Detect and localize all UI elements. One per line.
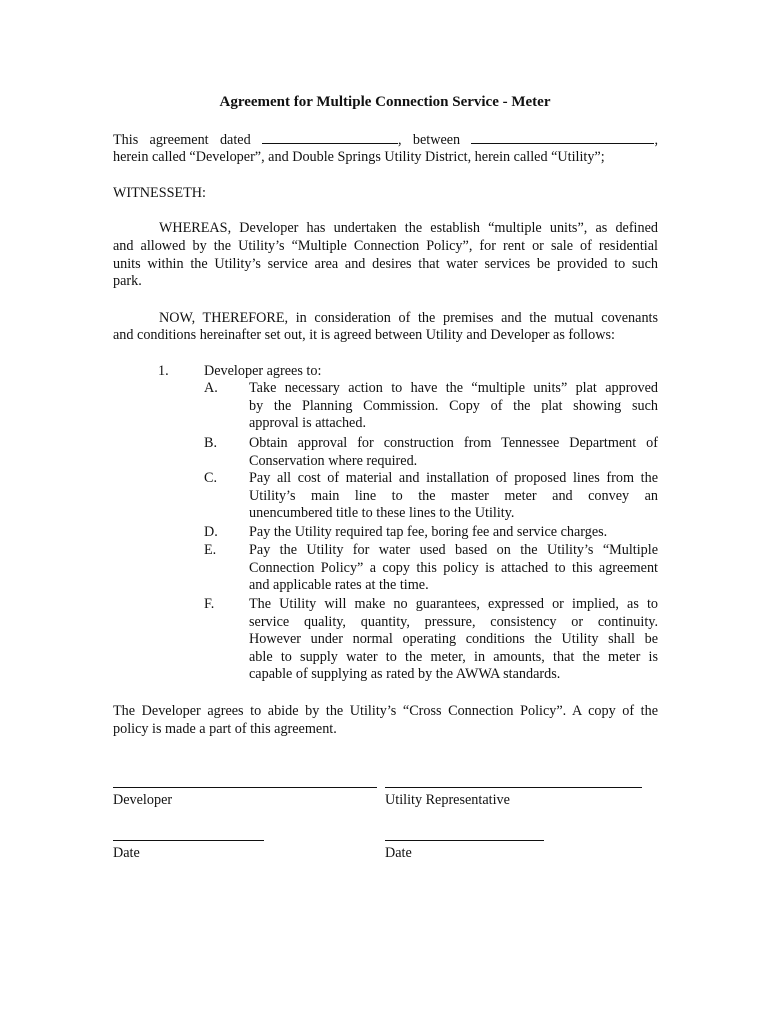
utility-representative-label: Utility Representative [385, 792, 510, 808]
subitem-line: Obtain approval for construction from Tennessee Department of [249, 435, 658, 451]
subitem-line: approval is attached. [249, 415, 366, 431]
intro-comma: , [654, 132, 659, 148]
closing-line-1: The Developer agrees to abide by the Utility’s “Cross Connection Policy”. A copy of the [113, 703, 658, 719]
whereas-line-3: units within the Utility’s service area and desires that water services be provided to such [113, 256, 658, 272]
utility-signature-line[interactable] [385, 787, 642, 788]
subitem-line: The Utility will make no guarantees, expressed or implied, as to [249, 596, 658, 612]
subitem-line: Connection Policy” a copy this policy is attached to this agreement [249, 559, 658, 576]
intro-between-text: , between [398, 132, 461, 148]
whereas-line-1: WHEREAS, Developer has undertaken the establish “multiple units”, as defined [159, 220, 658, 236]
now-therefore-line-1: NOW, THEREFORE, in consideration of the premises and the mutual covenants [159, 310, 658, 326]
developer-date-line[interactable] [113, 840, 264, 841]
closing-line-2: policy is made a part of this agreement. [113, 721, 337, 737]
subitem-letter: E. [204, 542, 217, 558]
developer-signature-line[interactable] [113, 787, 377, 788]
party-blank[interactable] [471, 131, 654, 144]
subitem-line: Utility’s main line to the master meter and convey an [249, 487, 658, 504]
subitem-text [249, 435, 658, 470]
subitem-letter: C. [204, 470, 218, 486]
developer-date-label: Date [113, 845, 140, 861]
subitem-text [249, 380, 658, 433]
witnesseth-heading: WITNESSETH: [113, 185, 206, 201]
intro-dated-text: This agreement dated [113, 132, 251, 148]
subitem-line: capable of supplying as rated by the AWWA standards. [249, 666, 561, 682]
subitem-letter: D. [204, 524, 218, 540]
subitem-line: able to supply water to the meter, in amounts, that the meter is [249, 648, 658, 665]
subitem-letter: F. [204, 596, 215, 612]
subitem-text [249, 470, 658, 523]
subitem-text [249, 596, 658, 684]
subitem-line: service quality, quantity, pressure, consistency or continuity. [249, 613, 658, 630]
subitem-line: Conservation where required. [249, 452, 418, 469]
utility-date-label: Date [385, 845, 412, 861]
whereas-line-2: and allowed by the Utility’s “Multiple Connection Policy”, for rent or sale of residential [113, 238, 658, 254]
date-blank[interactable] [262, 131, 398, 144]
subitem-line: However under normal operating conditions the Utility shall be [249, 631, 658, 647]
subitem-line: Pay the Utility required tap fee, boring fee and service charges. [249, 524, 608, 540]
document-title: Agreement for Multiple Connection Service - Meter [219, 94, 551, 110]
subitem-text [249, 542, 658, 595]
intro-line-2: herein called “Developer”, and Double Springs Utility District, herein called “Utility”; [113, 149, 605, 165]
subitem-line: and applicable rates at the time. [249, 577, 429, 593]
item-heading: Developer agrees to: [204, 363, 322, 379]
developer-label: Developer [113, 792, 173, 808]
now-therefore-line-2: and conditions hereinafter set out, it is agreed between Utility and Developer as follows: [113, 327, 615, 343]
subitem-line: unencumbered title to these lines to the Utility. [249, 505, 515, 521]
subitem-letter: B. [204, 435, 218, 451]
item-number: 1. [158, 363, 169, 379]
subitem-line: Pay all cost of material and installation of proposed lines from the [249, 470, 658, 486]
intro-line-1 [113, 131, 658, 150]
subitem-line: Take necessary action to have the “multiple units” plat approved [249, 380, 658, 396]
subitem-text [249, 524, 658, 542]
subitem-line: Pay the Utility for water used based on the Utility’s “Multiple [249, 542, 658, 558]
whereas-line-4: park. [113, 273, 142, 289]
utility-date-line[interactable] [385, 840, 544, 841]
subitem-letter: A. [204, 380, 218, 396]
subitem-line: by the Planning Commission. Copy of the plat showing such [249, 397, 658, 414]
